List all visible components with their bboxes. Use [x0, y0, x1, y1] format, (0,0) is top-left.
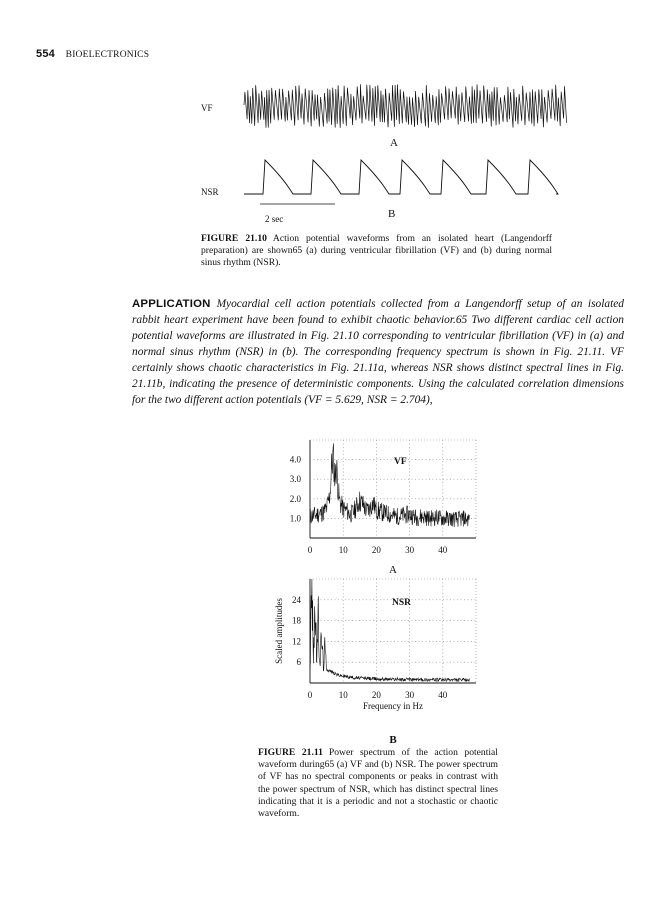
panel-b-label: B [388, 208, 396, 220]
chart-title: VF [394, 457, 407, 467]
figure-21-11-caption [258, 747, 498, 820]
y-tick-label: 2.0 [289, 493, 301, 504]
x-tick-label: 40 [438, 690, 448, 700]
y-tick-label: 6 [296, 657, 301, 668]
x-tick-label: 10 [338, 545, 348, 555]
x-tick-label: 20 [371, 690, 381, 700]
figure-21-10-caption-text: Action potential waveforms from an isolated heart (Langendorff preparation) are shown65 (a) during ventricular fibrillation (VF) and (b) during normal sinus rhythm (NSR). [201, 233, 553, 269]
page-number: 554 [36, 48, 55, 60]
vf-label: VF [201, 103, 213, 113]
running-head: BIOELECTRONICS [65, 50, 150, 60]
application-text: Myocardial cell action potentials collected from a Langendorff setup of an isolated rabbit heart experiment have been found to exhibit chaotic behavior.65 Two different cardiac cell action potential waveforms are illustrated in Fig. 21.10 corresponding to ventricular fibrillation (VF) in (a) and normal sinus rhythm (NSR) in (b). The corresponding frequency spectrum is shown in Fig. 21.11. VF certainly shows chaotic characteristics in Fig. 21.11a, whereas NSR shows distinct spectral lines in Fig. 21.11b, indicating the presence of deterministic components. Using the calculated correlation dimensions for the two different action potentials (VF = 5.629, NSR = 2.704), [132, 298, 624, 406]
y-tick-label: 1.0 [289, 513, 301, 524]
x-tick-label: 30 [405, 690, 415, 700]
x-tick-label: 0 [307, 690, 313, 700]
spectrum-series-line [310, 443, 469, 527]
x-tick-label: 30 [405, 545, 415, 555]
y-tick-label: 18 [292, 615, 301, 626]
y-tick-label: 12 [292, 636, 301, 647]
panel-a-label: A [390, 137, 398, 149]
nsr-label: NSR [201, 187, 219, 197]
scale-label: 2 sec [265, 214, 284, 224]
panel-letter: B [389, 734, 397, 746]
application-lead: APPLICATION [132, 298, 211, 310]
y-tick-label: 24 [292, 594, 301, 605]
panel-letter: A [389, 564, 397, 576]
spectrum-series-line [310, 579, 469, 682]
figure-21-11-caption-label: FIGURE 21.11 [258, 747, 323, 758]
chart-title: NSR [392, 598, 412, 608]
y-axis-label: Scaled amplitudes [274, 598, 284, 664]
x-tick-label: 20 [371, 545, 381, 555]
x-tick-label: 40 [438, 545, 448, 555]
y-tick-label: 4.0 [289, 454, 301, 465]
figure-21-11-caption-text: Power spectrum of the action potential waveform during65 (a) VF and (b) NSR. The power spectrum of VF has no spectral components or peaks in contrast with the power spectrum of NSR, which has distinct spectral lines indicating that it is a periodic and not a stochastic or chaotic waveform. [258, 747, 498, 820]
y-tick-label: 3.0 [289, 474, 301, 485]
x-tick-label: 10 [338, 690, 348, 700]
x-tick-label: 0 [307, 545, 313, 555]
x-axis-label: Frequency in Hz [363, 701, 423, 711]
figure-21-10-caption-label: FIGURE 21.10 [201, 233, 267, 244]
